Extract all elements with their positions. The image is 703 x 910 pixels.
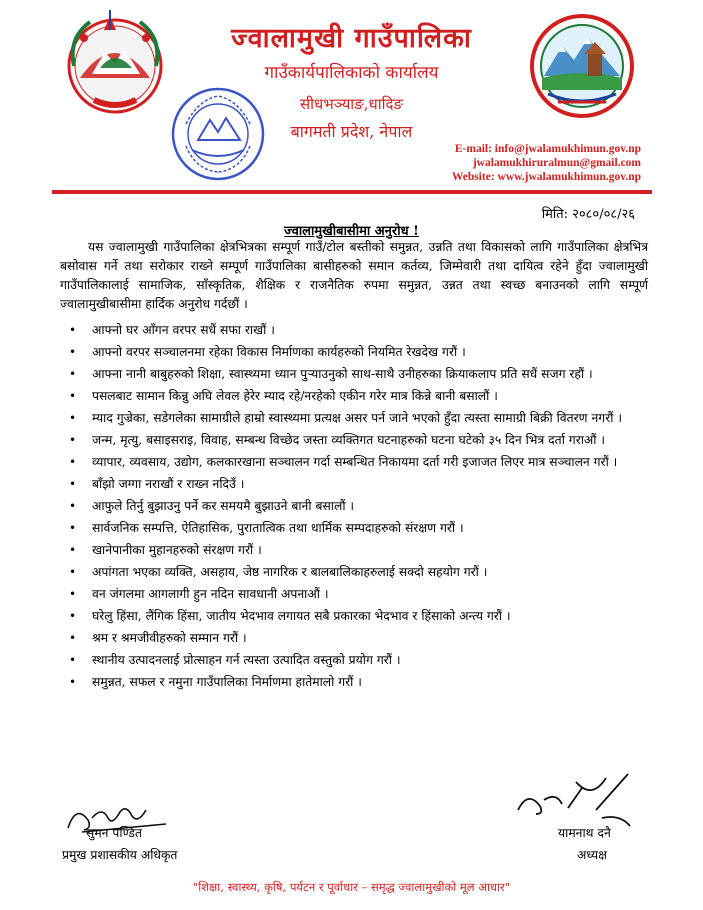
list-item: • आफुले तिर्नु बुझाउनु पर्ने कर समयमै बुझाउने बानी बसालौं । xyxy=(60,497,648,516)
list-item: • घरेलु हिंसा, लैंगिक हिंसा, जातीय भेदभाव लगायत सबै प्रकारका भेदभाव र हिंसाको अन्त्य गरौं । xyxy=(60,607,648,626)
intro-paragraph: यस ज्वालामुखी गाउँपालिका क्षेत्रभित्रका सम्पूर्ण गाउँ/टोल बस्तीको समुन्नत, उन्नति तथा विकासको लागि गाउँपालिका क्षेत्रभित्र बसोवास गर्ने तथा सरोकार राख्ने सम्पूर्ण गाउँपालिका बासीहरुको समान कर्तव्य, जिम्मेवारी तथा दायित्व रहेने हुँदा ज्वालामुखी गाउँपालिकालाई सामाजिक, साँस्कृतिक, शैक्षिक र राजनैतिक रुपमा समुन्नत, उन्नत तथा स्वच्छ बनाउनको लागि सम्पूर्ण ज्वालामुखीबासीमा हार्दिक अनुरोध गर्दछौं । xyxy=(60,240,648,311)
document-subject xyxy=(0,221,703,239)
footer-motto: "शिक्षा, स्वास्थ्य, कृषि, पर्यटन र पूर्वाधार – समृद्ध ज्वालामुखीको मूल आधार" xyxy=(192,880,511,894)
list-item: • आफ्ना नानी बाबुहरुको शिक्षा, स्वास्थ्यमा ध्यान पुर्‍याउनुको साथ-साथै उनीहरुका क्रियाकलाप प्रति सधैं सजग रहौं । xyxy=(60,365,648,384)
list-item: • म्याद गुज्रेका, सडेगलेका सामाग्रीले हाम्रो स्वास्थ्यमा प्रत्यक्ष असर पर्न जाने भएको हुँदा त्यस्ता सामाग्री बिक्री वितरण नगरौं । xyxy=(60,409,648,428)
list-item: • खानेपानीका मुहानहरुको संरक्षण गरौं । xyxy=(60,541,648,560)
website-link[interactable]: Website: www.jwalamukhimun.gov.np xyxy=(451,171,641,183)
list-item: • आफ्नो घर आँगन वरपर सधैं सफा राखौं । xyxy=(60,321,648,340)
office-name: गाउँकार्यपालिकाको कार्यालय xyxy=(264,63,439,83)
list-item: • व्यापार, व्यवसाय, उद्योग, कलकारखाना सञ्चालन गर्दा सम्बन्धित निकायमा दर्ता गरी इजाजत लिएर मात्र सञ्चालन गरौं । xyxy=(60,453,648,472)
request-list xyxy=(60,321,648,695)
right-signatory-title: अध्यक्ष xyxy=(577,848,607,862)
list-item: • सार्वजनिक सम्पत्ति, ऐतिहासिक, पुरातात्विक तथा धार्मिक सम्पदाहरुको संरक्षण गरौं । xyxy=(60,519,648,538)
list-item: • जन्म, मृत्यु, बसाइसराइ, विवाह, सम्बन्ध विच्छेद जस्ता व्यक्तिगत घटनाहरुको घटना घटेको ३५ दिन भित्र दर्ता गराऔं । xyxy=(60,431,648,450)
list-item: • अपांगता भएका व्यक्ति, असहाय, जेष्ठ नागरिक र बालबालिकाहरुलाई सक्दो सहयोग गरौं । xyxy=(60,563,648,582)
list-item: • स्थानीय उत्पादनलाई प्रोत्साहन गर्न त्यस्ता उत्पादित वस्तुको प्रयोग गरौं । xyxy=(60,651,648,670)
list-item: • आफ्नो वरपर सञ्चालनमा रहेका विकास निर्माणका कार्यहरुको नियमित रेखदेख गरौं । xyxy=(60,343,648,362)
contact-block xyxy=(452,142,641,184)
office-address: सीधभञ्याङ,धादिङ xyxy=(299,95,404,113)
email-secondary[interactable]: jwalamukhiruralmun@gmail.com xyxy=(472,157,641,169)
list-item: • पसलबाट सामान किन्नु अघि लेवल हेरेर म्याद रहे/नरहेको एकीन गरेर मात्र किन्ने बानी बसालौं । xyxy=(60,387,648,406)
province-name: बागमती प्रदेश, नेपाल xyxy=(290,122,413,141)
header-divider-thin xyxy=(52,193,652,194)
list-item: • बाँझो जग्गा नराखौं र राख्न नदिउँ । xyxy=(60,475,648,494)
right-signatory-name: यामनाथ दनै xyxy=(558,826,611,840)
subject-text: ज्वालामुखीबासीमा अनुरोध ! xyxy=(284,224,419,239)
email-primary[interactable]: E-mail: info@jwalamukhimun.gov.np xyxy=(454,143,641,155)
left-signatory-name: सुमन पण्डित xyxy=(86,826,142,840)
list-item: • वन जंगलमा आगलागी हुन नदिन सावधानी अपनाऔं । xyxy=(60,585,648,604)
list-item: • श्रम र श्रमजीवीहरुको सम्मान गरौं । xyxy=(60,629,648,648)
list-item: • समुन्नत, सफल र नमुना गाउँपालिका निर्माणमा हातेमालो गरौं । xyxy=(60,673,648,692)
left-signatory-title: प्रमुख प्रशासकीय अधिकृत xyxy=(62,848,178,862)
document-date: मिति: २०८०/०८/२६ xyxy=(541,207,635,222)
signature-right xyxy=(510,770,640,830)
municipality-title: ज्वालामुखी गाउँपालिका xyxy=(231,23,472,54)
